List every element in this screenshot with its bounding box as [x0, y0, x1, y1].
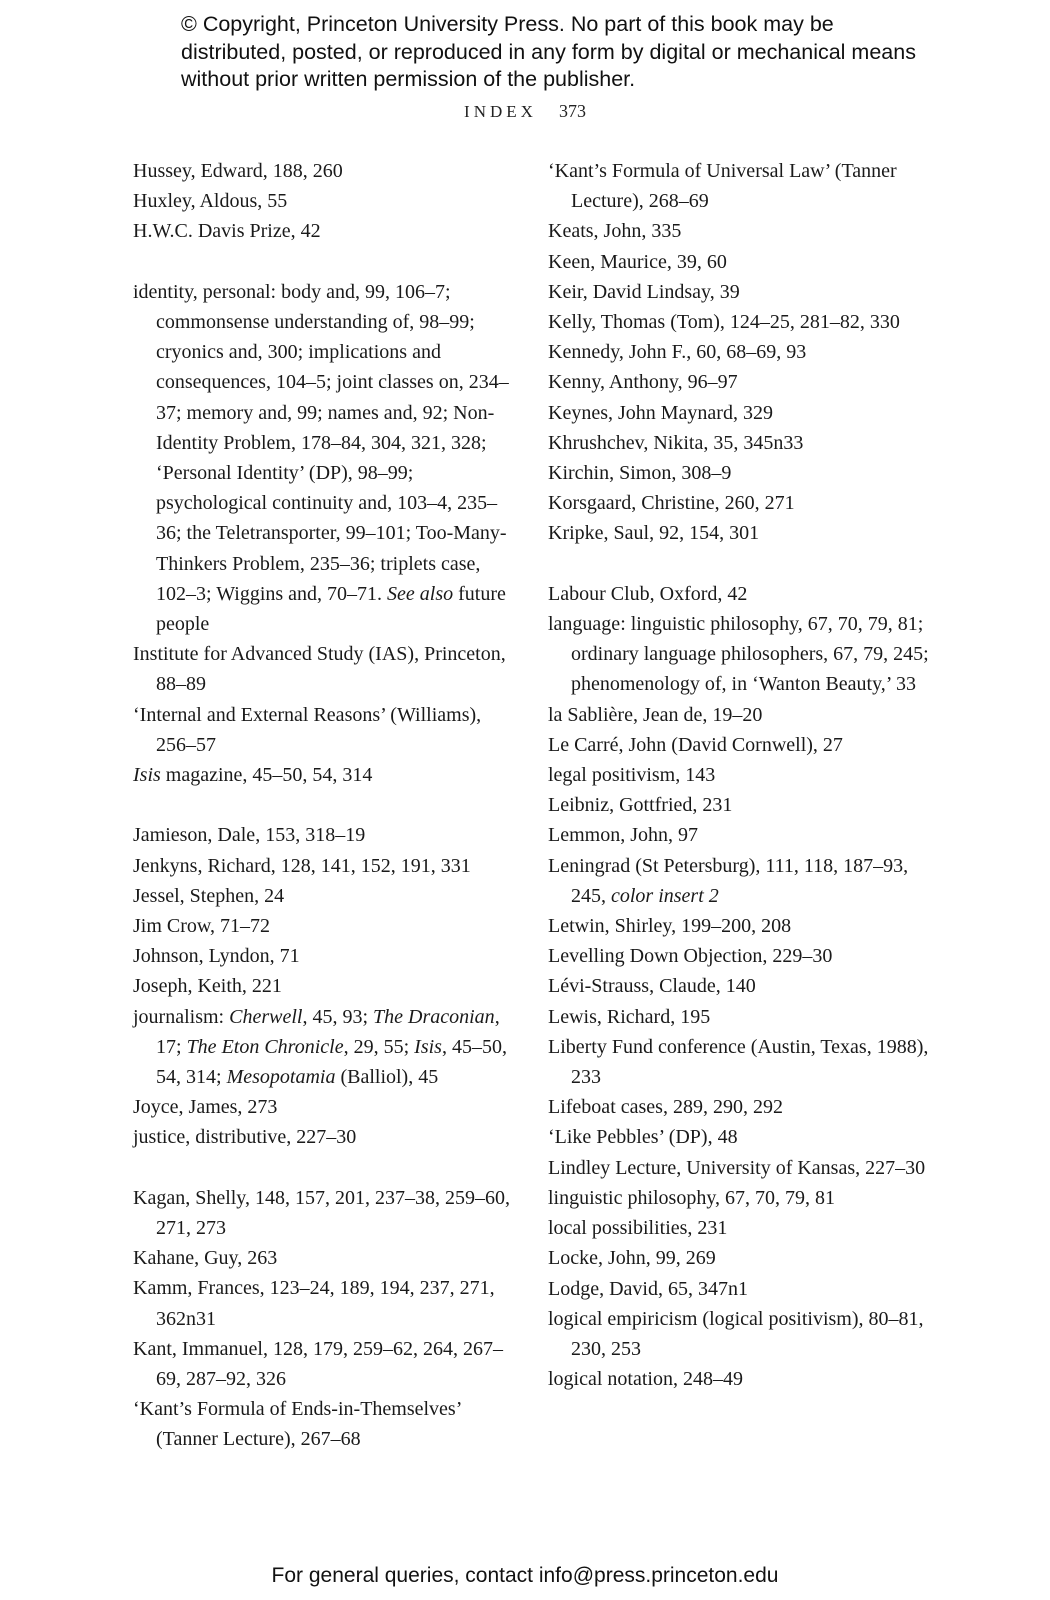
index-entry: Khrushchev, Nikita, 35, 345n33	[548, 431, 804, 454]
index-entry-text: , 45–50, 54, 314;	[156, 1035, 507, 1089]
index-column-left	[133, 156, 513, 1455]
index-entry: logical notation, 248–49	[548, 1368, 743, 1391]
letter-group-gap	[133, 247, 513, 277]
index-entry: Le Carré, John (David Cornwell), 27	[548, 733, 843, 756]
index-entry: Kripke, Saul, 92, 154, 301	[548, 522, 760, 545]
index-entry: Keen, Maurice, 39, 60	[548, 250, 727, 273]
index-entry: Keir, David Lindsay, 39	[548, 280, 740, 303]
index-entry: Labour Club, Oxford, 42	[548, 582, 748, 605]
index-entry: Letwin, Shirley, 199–200, 208	[548, 915, 792, 938]
index-entry: Kennedy, John F., 60, 68–69, 93	[548, 341, 807, 364]
letter-group-gap	[548, 549, 938, 579]
index-entry: Lévi-Strauss, Claude, 140	[548, 975, 756, 998]
index-entry-text: magazine, 45–50, 54, 314	[165, 764, 373, 787]
index-entry: Lewis, Richard, 195	[548, 1005, 711, 1028]
index-entry: linguistic philosophy, 67, 70, 79, 81	[548, 1186, 836, 1209]
index-entry-title: Cherwell	[229, 1005, 303, 1028]
index-entry	[548, 851, 938, 911]
cross-reference-label: See also	[387, 582, 454, 605]
index-entry	[133, 277, 513, 639]
index-entry: Lemmon, John, 97	[548, 824, 698, 847]
index-entry: ‘Internal and External Reasons’ (Williams), 256–57	[133, 703, 482, 756]
index-entry-text: , 45, 93;	[302, 1005, 369, 1028]
index-entry	[133, 760, 513, 790]
index-column-right	[548, 156, 938, 1394]
index-entry-text: , 17;	[156, 1005, 500, 1058]
index-entry-note: color insert 2	[611, 884, 719, 907]
index-entry: Jamieson, Dale, 153, 318–19	[133, 824, 366, 847]
index-entry: Kamm, Frances, 123–24, 189, 194, 237, 271, 362n31	[133, 1277, 495, 1330]
index-entry: Joyce, James, 273	[133, 1096, 278, 1119]
index-entry: Jim Crow, 71–72	[133, 915, 271, 938]
index-entry: Institute for Advanced Study (IAS), Princeton, 88–89	[133, 643, 506, 696]
index-entry-text: identity, personal: body and, 99, 106–7; commonsense understanding of, 98–99; cryonics and, 300; implications and consequences, 104–5; joint classes on, 234–37; memory and, 99; names and, 92; Non-Identity Problem, 178–84, 304, 321, 328; ‘Personal Identity’ (DP), 98–99; psychological continuity and, 103–4, 235–36; the Teletransporter, 99–101; Too-Many-Thinkers Problem, 235–36; triplets case, 102–3; Wiggins and, 70–71.	[133, 280, 509, 605]
index-entry: ‘Like Pebbles’ (DP), 48	[548, 1126, 738, 1149]
index-entry-text: journalism:	[133, 1005, 225, 1028]
index-entry-title: The Eton Chronicle	[186, 1035, 344, 1058]
index-entry: local possibilities, 231	[548, 1217, 728, 1240]
index-entry	[133, 1002, 513, 1093]
letter-group-gap	[133, 1153, 513, 1183]
index-entry: Joseph, Keith, 221	[133, 975, 282, 998]
index-entry: Liberty Fund conference (Austin, Texas, 1988), 233	[548, 1035, 929, 1089]
running-head-label: INDEX	[464, 102, 537, 121]
index-entry: Hussey, Edward, 188, 260	[133, 160, 343, 182]
index-entry-title: Mesopotamia	[226, 1066, 336, 1089]
index-entry: la Sablière, Jean de, 19–20	[548, 703, 763, 726]
index-entry: Lodge, David, 65, 347n1	[548, 1277, 748, 1300]
index-entry-title: Isis	[133, 764, 161, 787]
index-entry: Keynes, John Maynard, 329	[548, 401, 773, 424]
index-entry: Kahane, Guy, 263	[133, 1247, 278, 1270]
index-entry-text: (Balliol), 45	[340, 1066, 439, 1089]
page-number: 373	[558, 101, 586, 121]
index-entry: Johnson, Lyndon, 71	[133, 945, 300, 968]
index-entry: Kirchin, Simon, 308–9	[548, 462, 732, 485]
index-entry: Kenny, Anthony, 96–97	[548, 371, 738, 394]
index-entry: Lindley Lecture, University of Kansas, 227–30	[548, 1156, 926, 1179]
index-entry: ‘Kant’s Formula of Universal Law’ (Tanner Lecture), 268–69	[548, 160, 897, 213]
index-entry: justice, distributive, 227–30	[133, 1126, 357, 1149]
copyright-notice: © Copyright, Princeton University Press. No part of this book may be distributed, posted, or reproduced in any form by digital or mechanical means without prior written permission of the publisher.	[181, 12, 916, 91]
cross-reference-target: future people	[156, 582, 506, 636]
running-head	[0, 101, 1050, 122]
index-entry-title: Isis	[414, 1035, 442, 1058]
index-entry: Kant, Immanuel, 128, 179, 259–62, 264, 267–69, 287–92, 326	[133, 1337, 503, 1391]
index-entry: Keats, John, 335	[548, 220, 682, 243]
index-entry-text: Leningrad (St Petersburg), 111, 118, 187–93, 245,	[548, 854, 909, 907]
index-entry: Huxley, Aldous, 55	[133, 190, 288, 213]
index-entry: Levelling Down Objection, 229–30	[548, 945, 833, 968]
index-entry: H.W.C. Davis Prize, 42	[133, 220, 321, 243]
index-entry: Leibniz, Gottfried, 231	[548, 794, 733, 817]
index-entry: Locke, John, 99, 269	[548, 1247, 716, 1270]
index-entry: Korsgaard, Christine, 260, 271	[548, 492, 795, 515]
index-entry: logical empiricism (logical positivism), 80–81, 230, 253	[548, 1307, 924, 1360]
index-entry: Lifeboat cases, 289, 290, 292	[548, 1096, 783, 1119]
index-entry: language: linguistic philosophy, 67, 70, 79, 81; ordinary language philosophers, 67, 79, 245; phenomenology of, in ‘Wanton Beauty,’ 33	[548, 613, 929, 696]
index-entry: Jessel, Stephen, 24	[133, 884, 285, 907]
footer-contact: For general queries, contact info@press.princeton.edu	[271, 1564, 779, 1587]
index-entry: ‘Kant’s Formula of Ends-in-Themselves’ (Tanner Lecture), 267–68	[133, 1398, 461, 1451]
index-entry: legal positivism, 143	[548, 764, 716, 787]
index-entry-text: , 29, 55;	[343, 1035, 410, 1058]
index-entry: Kagan, Shelly, 148, 157, 201, 237–38, 259–60, 271, 273	[133, 1186, 511, 1240]
index-entry-title: The Draconian	[373, 1005, 495, 1028]
letter-group-gap	[133, 790, 513, 820]
index-entry: Kelly, Thomas (Tom), 124–25, 281–82, 330	[548, 311, 900, 334]
index-entry: Jenkyns, Richard, 128, 141, 152, 191, 331	[133, 854, 471, 877]
